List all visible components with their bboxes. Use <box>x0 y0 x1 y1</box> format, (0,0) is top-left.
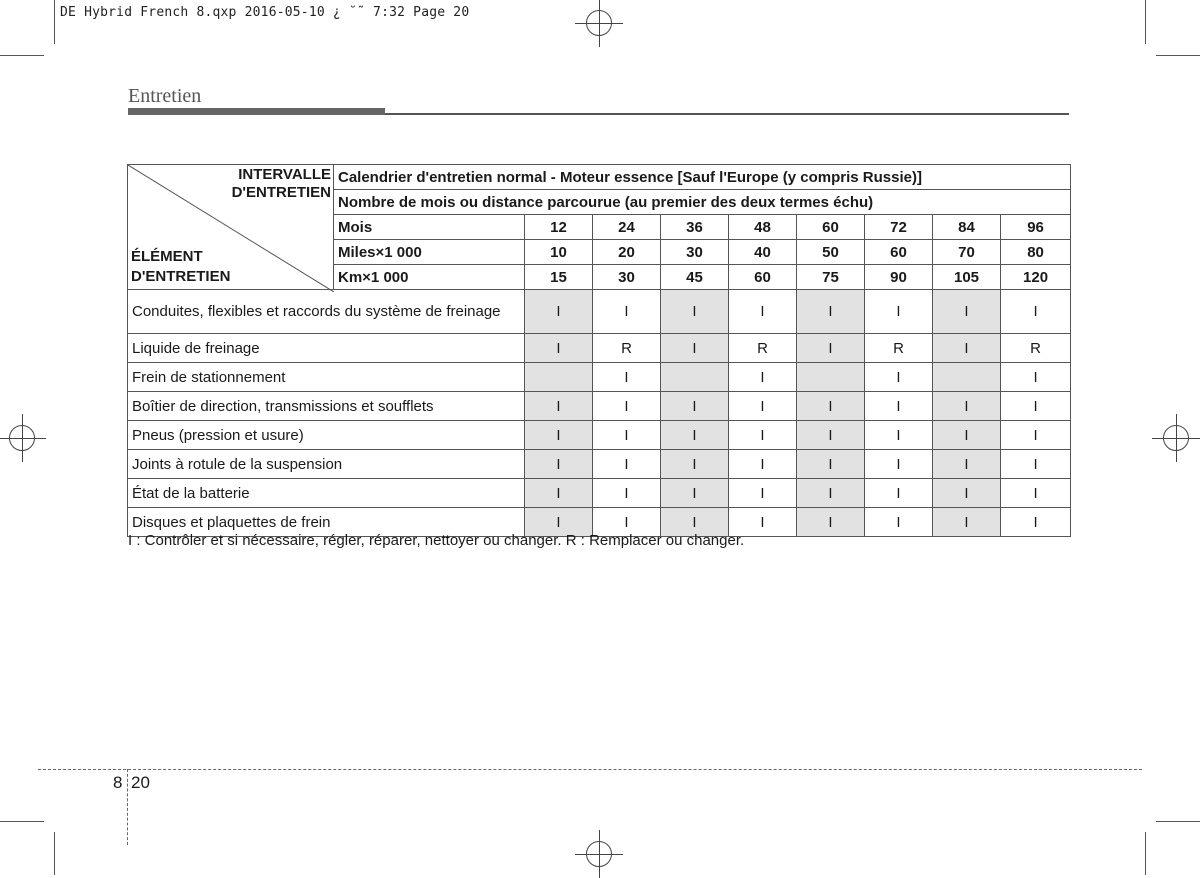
interval-value: 84 <box>933 215 1001 240</box>
interval-value: 36 <box>661 215 729 240</box>
crop-mark <box>1156 55 1200 56</box>
schedule-cell: I <box>593 421 661 450</box>
interval-value: 60 <box>729 265 797 290</box>
schedule-cell: I <box>1001 392 1071 421</box>
schedule-cell: I <box>865 450 933 479</box>
crop-mark <box>1145 0 1146 44</box>
schedule-cell: I <box>729 421 797 450</box>
maintenance-item-label: État de la batterie <box>128 479 525 508</box>
section-title: Entretien <box>128 85 202 107</box>
schedule-cell: I <box>933 392 1001 421</box>
schedule-cell: I <box>933 508 1001 537</box>
schedule-cell: I <box>593 508 661 537</box>
table-row <box>128 334 1071 363</box>
interval-value: 30 <box>661 240 729 265</box>
schedule-cell: I <box>933 334 1001 363</box>
interval-value: 120 <box>1001 265 1071 290</box>
registration-mark-icon <box>586 841 612 867</box>
interval-value: 75 <box>797 265 865 290</box>
maintenance-schedule-table <box>127 164 1071 537</box>
table-row <box>128 450 1071 479</box>
schedule-cell: I <box>593 479 661 508</box>
table-row <box>128 392 1071 421</box>
crop-mark <box>54 832 55 875</box>
schedule-cell <box>797 363 865 392</box>
schedule-cell: I <box>797 421 865 450</box>
schedule-cell: I <box>661 450 729 479</box>
chapter-number: 8 <box>113 773 123 792</box>
table-row <box>128 290 1071 334</box>
schedule-cell <box>933 363 1001 392</box>
registration-mark-icon <box>586 10 612 36</box>
interval-value: 70 <box>933 240 1001 265</box>
maintenance-item-label: Conduites, flexibles et raccords du système de freinage <box>128 290 525 334</box>
schedule-cell: I <box>865 290 933 334</box>
interval-value: 24 <box>593 215 661 240</box>
crop-mark <box>0 821 44 822</box>
schedule-cell: I <box>933 290 1001 334</box>
interval-value: 50 <box>797 240 865 265</box>
crop-mark <box>1145 832 1146 875</box>
schedule-cell: I <box>865 479 933 508</box>
schedule-cell: I <box>661 290 729 334</box>
schedule-cell: I <box>797 392 865 421</box>
schedule-cell: I <box>593 392 661 421</box>
interval-label: Mois <box>334 215 525 240</box>
maintenance-item-label: Disques et plaquettes de frein <box>128 508 525 537</box>
interval-value: 72 <box>865 215 933 240</box>
schedule-cell: I <box>729 508 797 537</box>
footer-dashed-divider <box>127 769 128 845</box>
table-row <box>128 479 1071 508</box>
schedule-cell: I <box>525 508 593 537</box>
schedule-cell: R <box>593 334 661 363</box>
registration-mark-icon <box>1163 425 1189 451</box>
schedule-cell: I <box>865 392 933 421</box>
schedule-cell: I <box>797 450 865 479</box>
interval-value: 60 <box>865 240 933 265</box>
maintenance-item-label: Liquide de freinage <box>128 334 525 363</box>
schedule-cell: I <box>729 290 797 334</box>
schedule-cell: I <box>661 508 729 537</box>
schedule-cell <box>661 363 729 392</box>
crop-mark <box>1156 821 1200 822</box>
table-row <box>128 363 1071 392</box>
schedule-cell: I <box>525 450 593 479</box>
interval-value: 105 <box>933 265 1001 290</box>
table-caption-schedule: Calendrier d'entretien normal - Moteur essence [Sauf l'Europe (y compris Russie)] <box>334 165 1071 190</box>
schedule-cell: R <box>1001 334 1071 363</box>
print-slug: DE Hybrid French 8.qxp 2016-05-10 ¿ ˘˜ 7:32 Page 20 <box>60 5 470 20</box>
schedule-cell: I <box>797 290 865 334</box>
schedule-cell: I <box>525 392 593 421</box>
schedule-cell: I <box>729 479 797 508</box>
schedule-cell <box>525 363 593 392</box>
interval-value: 60 <box>797 215 865 240</box>
registration-mark-icon <box>9 425 35 451</box>
interval-label: Miles×1 000 <box>334 240 525 265</box>
maintenance-item-label: Frein de stationnement <box>128 363 525 392</box>
schedule-cell: I <box>1001 508 1071 537</box>
table-row <box>128 421 1071 450</box>
schedule-cell: I <box>797 508 865 537</box>
schedule-cell: I <box>865 363 933 392</box>
maintenance-item-label: Joints à rotule de la suspension <box>128 450 525 479</box>
schedule-cell: I <box>729 363 797 392</box>
schedule-cell: I <box>525 421 593 450</box>
schedule-cell: I <box>661 392 729 421</box>
schedule-cell: I <box>593 363 661 392</box>
header-rule-thin <box>385 113 1069 115</box>
schedule-cell: I <box>797 334 865 363</box>
schedule-cell: I <box>525 479 593 508</box>
schedule-cell: I <box>661 479 729 508</box>
schedule-cell: I <box>933 421 1001 450</box>
interval-value: 15 <box>525 265 593 290</box>
schedule-cell: I <box>865 421 933 450</box>
item-header-label: ÉLÉMENT D'ENTRETIEN <box>131 248 231 285</box>
interval-value: 48 <box>729 215 797 240</box>
schedule-cell: I <box>1001 450 1071 479</box>
interval-header-label: INTERVALLE D'ENTRETIEN <box>231 166 331 201</box>
interval-value: 20 <box>593 240 661 265</box>
schedule-cell: I <box>729 392 797 421</box>
schedule-cell: I <box>865 508 933 537</box>
interval-value: 30 <box>593 265 661 290</box>
page-number: 20 <box>131 773 150 792</box>
interval-value: 45 <box>661 265 729 290</box>
interval-value: 90 <box>865 265 933 290</box>
schedule-cell: I <box>1001 290 1071 334</box>
schedule-cell: I <box>593 290 661 334</box>
schedule-cell: I <box>661 334 729 363</box>
schedule-cell: I <box>525 290 593 334</box>
interval-label: Km×1 000 <box>334 265 525 290</box>
table-corner-header <box>128 165 334 290</box>
schedule-cell: R <box>865 334 933 363</box>
header-rule-thick <box>128 108 385 115</box>
table-caption-interval: Nombre de mois ou distance parcourue (au premier des deux termes échu) <box>334 190 1071 215</box>
schedule-cell: I <box>661 421 729 450</box>
interval-value: 10 <box>525 240 593 265</box>
schedule-cell: I <box>1001 479 1071 508</box>
interval-value: 40 <box>729 240 797 265</box>
schedule-cell: I <box>525 334 593 363</box>
interval-value: 80 <box>1001 240 1071 265</box>
table-legend: I : Contrôler et si nécessaire, régler, réparer, nettoyer ou changer. R : Remplacer ou changer. <box>128 532 745 549</box>
schedule-cell: I <box>593 450 661 479</box>
schedule-cell: I <box>1001 363 1071 392</box>
interval-value: 96 <box>1001 215 1071 240</box>
schedule-cell: R <box>729 334 797 363</box>
footer-dashed-rule <box>38 769 1142 770</box>
schedule-cell: I <box>933 450 1001 479</box>
schedule-cell: I <box>797 479 865 508</box>
interval-value: 12 <box>525 215 593 240</box>
maintenance-item-label: Pneus (pression et usure) <box>128 421 525 450</box>
crop-mark <box>0 55 44 56</box>
maintenance-item-label: Boîtier de direction, transmissions et soufflets <box>128 392 525 421</box>
schedule-cell: I <box>933 479 1001 508</box>
schedule-cell: I <box>729 450 797 479</box>
schedule-cell: I <box>1001 421 1071 450</box>
crop-mark <box>54 0 55 44</box>
